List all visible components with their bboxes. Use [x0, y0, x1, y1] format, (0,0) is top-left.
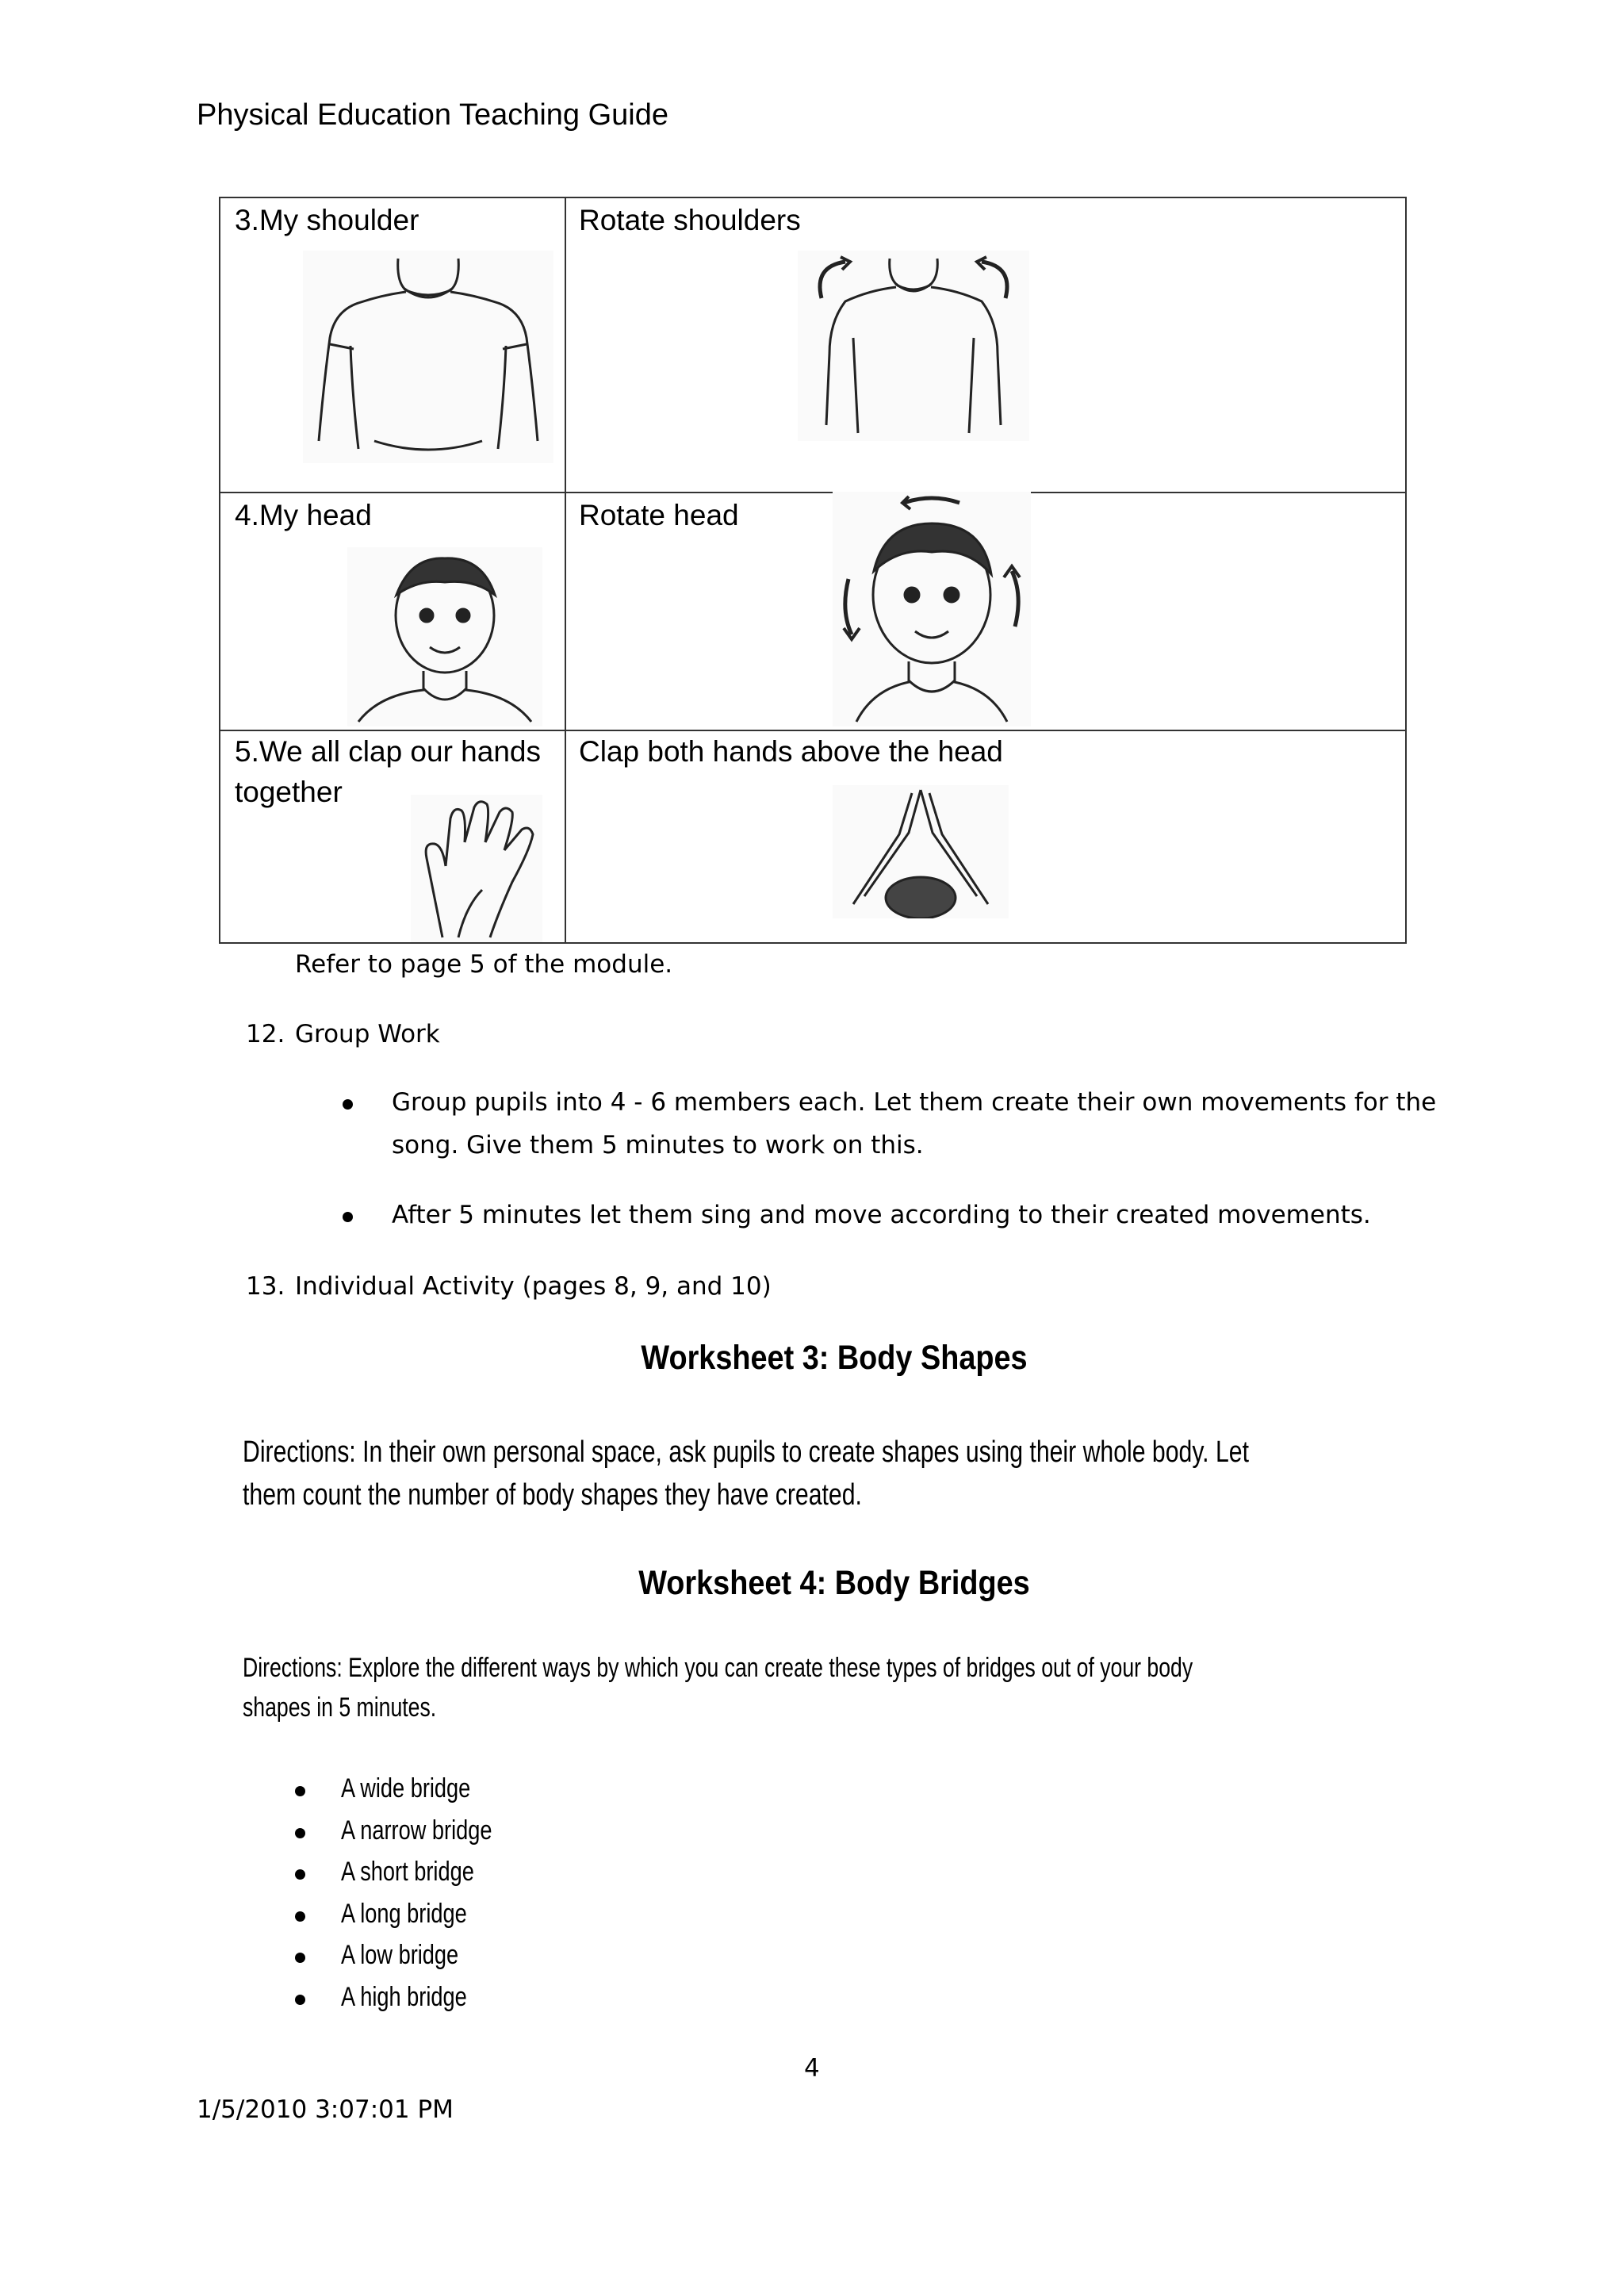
page-header: Physical Education Teaching Guide	[197, 98, 669, 132]
bridge-item: A high bridge	[341, 1982, 467, 2012]
worksheet-4-title: Worksheet 4: Body Bridges	[638, 1564, 1030, 1602]
bullet-text-continued: song. Give them 5 minutes to work on this.	[392, 1131, 924, 1159]
bullet-text: Group pupils into 4 - 6 members each. Let them create their own movements for the	[392, 1088, 1437, 1117]
item-number: 12.	[246, 1020, 285, 1048]
table-cell-text: Rotate shoulders	[579, 204, 801, 236]
table-cell-text: 3.My shoulder	[235, 204, 419, 236]
rotate-head-illustration	[833, 492, 1031, 726]
worksheet-3-directions: Directions: In their own personal space, ask pupils to create shapes using their whole body. Let	[243, 1435, 1249, 1469]
bullet	[295, 1828, 305, 1838]
shoulders-illustration	[303, 251, 553, 463]
rotate-shoulders-illustration	[798, 251, 1029, 441]
bullet-text: After 5 minutes let them sing and move according to their created movements.	[392, 1201, 1371, 1229]
bullet	[295, 1953, 305, 1963]
bridge-item: A narrow bridge	[341, 1815, 492, 1846]
bridge-item: A low bridge	[341, 1940, 459, 1970]
footer-timestamp: 1/5/2010 3:07:01 PM	[197, 2095, 454, 2124]
activity-table	[219, 197, 1407, 944]
table-column-divider	[565, 198, 566, 942]
bullet	[295, 1995, 305, 2005]
refer-text: Refer to page 5 of the module.	[295, 950, 673, 979]
page-number: 4	[804, 2054, 820, 2083]
bullet	[343, 1212, 353, 1222]
clapping-hands-illustration	[411, 795, 542, 942]
bullet	[343, 1099, 353, 1110]
worksheet-3-directions-continued: them count the number of body shapes they have created.	[243, 1478, 862, 1512]
bullet	[295, 1786, 305, 1796]
bridge-item: A long bridge	[341, 1899, 467, 1929]
bridge-item: A short bridge	[341, 1857, 474, 1887]
table-cell-text: Clap both hands above the head	[579, 735, 1003, 768]
clap-above-head-illustration	[833, 785, 1009, 918]
boy-head-illustration	[347, 547, 542, 726]
worksheet-4-directions-continued: shapes in 5 minutes.	[243, 1692, 437, 1723]
bullet	[295, 1869, 305, 1880]
table-cell-text: 5.We all clap our hands together	[235, 735, 541, 808]
table-cell-text: Rotate head	[579, 499, 739, 531]
table-row-divider	[220, 492, 1405, 493]
worksheet-4-directions: Directions: Explore the different ways by which you can create these types of bridges out of your body	[243, 1653, 1193, 1683]
group-work-label: Group Work	[295, 1020, 440, 1048]
table-cell-text: 4.My head	[235, 499, 372, 531]
individual-activity-label: Individual Activity (pages 8, 9, and 10)	[295, 1272, 772, 1301]
bullet	[295, 1911, 305, 1922]
worksheet-3-title: Worksheet 3: Body Shapes	[641, 1339, 1028, 1377]
item-number: 13.	[246, 1272, 285, 1301]
bridge-item: A wide bridge	[341, 1773, 471, 1803]
